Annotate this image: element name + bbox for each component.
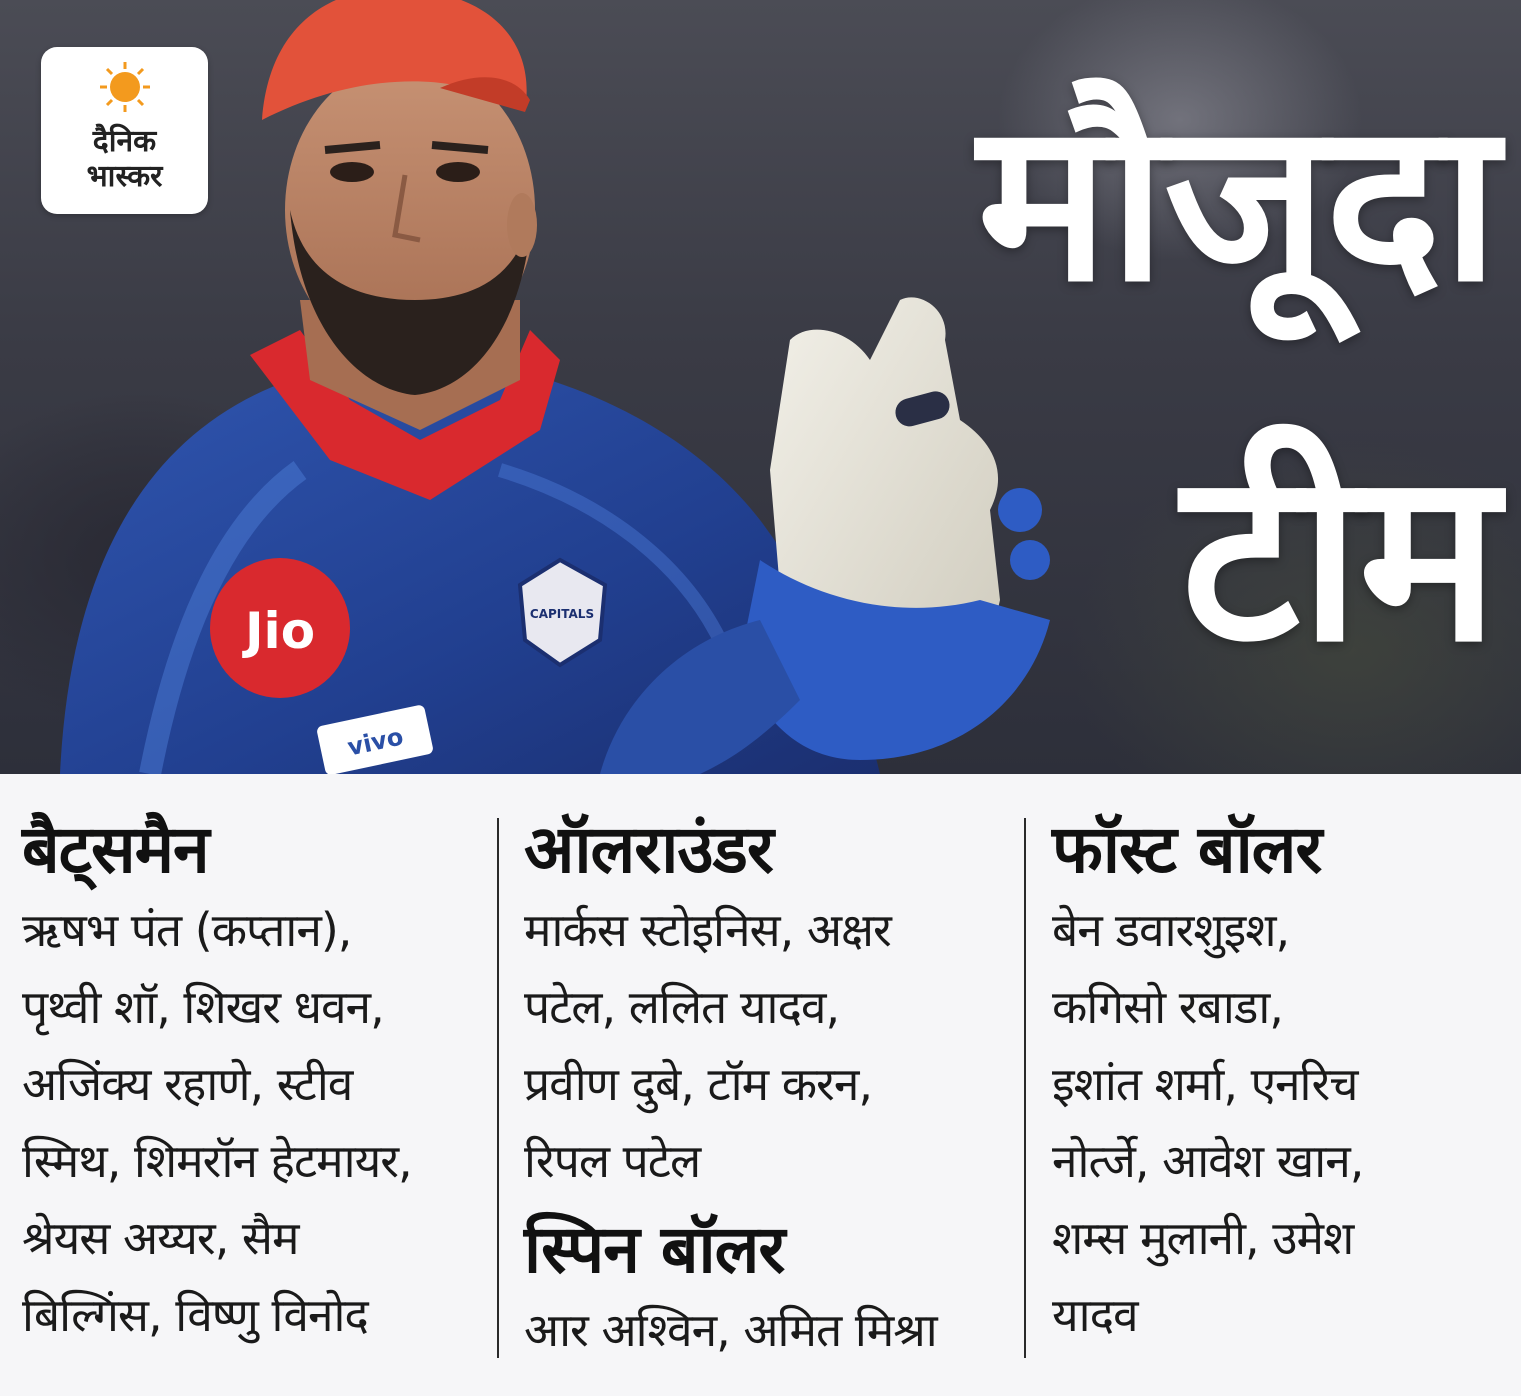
batsmen-line: अजिंक्य रहाणे, स्टीव <box>22 1057 353 1111</box>
allrounders-line: पटेल, ललित यादव, <box>524 980 840 1034</box>
allrounders-line: रिपल पटेल <box>524 1134 701 1188</box>
batsmen-line: श्रेयस अय्यर, सैम <box>22 1211 299 1265</box>
batsmen-line: बिल्गिंस, विष्णु विनोद <box>22 1288 368 1342</box>
spinners-line: आर अश्विन, अमित मिश्रा <box>524 1303 937 1357</box>
allrounders-line: प्रवीण दुबे, टॉम करन, <box>524 1057 873 1111</box>
logo-line-1: दैनिक <box>92 124 157 159</box>
batsmen-heading: बैट्समैन <box>22 811 209 888</box>
column-divider <box>1024 818 1026 1358</box>
batsmen-line: ऋषभ पंत (कप्तान), <box>22 903 352 957</box>
fast-bowlers-line: शम्स मुलानी, उमेश <box>1052 1211 1354 1265</box>
fast-bowlers-heading: फॉस्ट बॉलर <box>1052 811 1322 888</box>
allrounders-column <box>524 808 1009 1369</box>
allrounders-line: मार्कस स्टोइनिस, अक्षर <box>524 903 891 957</box>
team-badge-text: CAPITALS <box>529 607 595 621</box>
column-divider <box>497 818 499 1358</box>
headline-line-2: टीम <box>1181 421 1497 694</box>
vivo-patch-text: vivo <box>345 722 406 762</box>
dainik-bhaskar-logo <box>41 47 208 214</box>
fast-bowlers-line: यादव <box>1052 1288 1138 1342</box>
headline-line-1: मौजूदा <box>977 74 1497 330</box>
fast-bowlers-line: इशांत शर्मा, एनरिच <box>1052 1057 1358 1111</box>
batsmen-column <box>22 808 492 1354</box>
allrounders-heading: ऑलराउंडर <box>524 811 773 888</box>
fast-bowlers-line: कगिसो रबाडा, <box>1052 980 1283 1034</box>
fast-bowlers-line: नोर्त्जे, आवेश खान, <box>1052 1134 1364 1188</box>
logo-line-2: भास्कर <box>86 159 163 194</box>
sun-icon <box>99 61 151 113</box>
batsmen-line: स्मिथ, शिमरॉन हेटमायर, <box>22 1134 412 1188</box>
fast-bowlers-line: बेन डवारशुइश, <box>1052 903 1290 957</box>
batsmen-line: पृथ्वी शॉ, शिखर धवन, <box>22 980 384 1034</box>
fast-bowlers-column <box>1052 808 1512 1354</box>
spinners-heading: स्पिन बॉलर <box>524 1211 785 1288</box>
jio-logo-text: Jio <box>244 602 316 660</box>
